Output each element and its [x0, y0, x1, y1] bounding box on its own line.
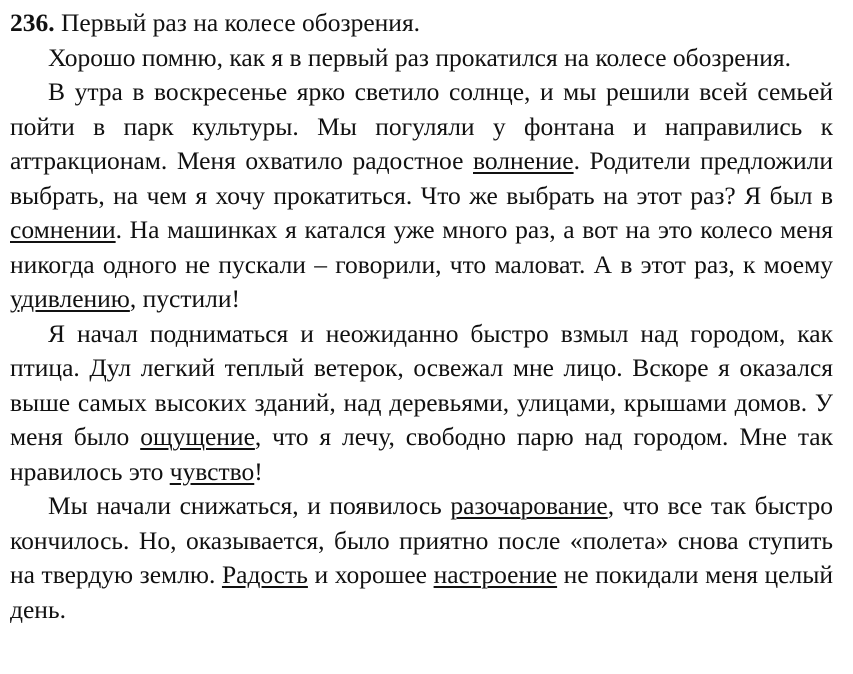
underlined-word: удивлению	[10, 284, 130, 313]
text-segment: , что я лечу, свободно парю над городом. Мне так нравилось это	[10, 422, 833, 486]
underlined-word: чувство	[169, 456, 255, 486]
text-segment: Мы начали снижаться, и появилось	[48, 491, 451, 520]
text-segment: не покидали меня целый день.	[10, 560, 833, 624]
underlined-word: Радость	[221, 560, 308, 589]
underlined-word: настроение	[433, 560, 558, 589]
underlined-word: ощущение	[140, 422, 255, 451]
exercise-heading	[10, 6, 833, 41]
underlined-word: разочарование	[450, 491, 608, 520]
paragraph-3	[10, 489, 833, 627]
text-segment: . На машинках я катался уже много раз, а вот на это колесо меня никогда одного не пускали – говорили, что маловат. А в этот раз, к моему	[10, 215, 833, 279]
underlined-word: волнение	[473, 146, 574, 175]
text-segment: . Родители предложили выбрать, на чем я хочу прокатиться. Что же выбрать на этот раз? Я был в	[10, 146, 833, 210]
paragraph-1	[10, 75, 833, 317]
text-segment: , пустили!	[129, 284, 240, 313]
text-segment: В утра в воскресенье ярко светило солнце, и мы решили всей семьей пойти в парк культуры. Мы погуляли у фонтана и направились к аттракционам. Меня охватило радостное	[10, 77, 833, 175]
exercise-number: 236.	[10, 8, 55, 37]
text-segment: Я начал подниматься и неожиданно быстро взмыл над городом, как птица. Дул легкий теплый ветерок, освежал мне лицо. Вскоре я оказался выше самых высоких зданий, над деревьями, улицами, крышами домов. У меня было	[10, 318, 833, 451]
paragraph-2	[10, 317, 833, 490]
text-segment: !	[254, 456, 263, 486]
text-segment: и хорошее	[307, 560, 434, 589]
underlined-word: сомнении	[10, 215, 116, 244]
text-segment: , что все так быстро кончилось. Но, оказывается, было приятно после «полета» снова ступить на твердую землю.	[10, 491, 833, 589]
exercise-title: Первый раз на колесе обозрения.	[61, 8, 421, 37]
intro-sentence: Хорошо помню, как я в первый раз прокатился на колесе обозрения.	[48, 42, 791, 72]
